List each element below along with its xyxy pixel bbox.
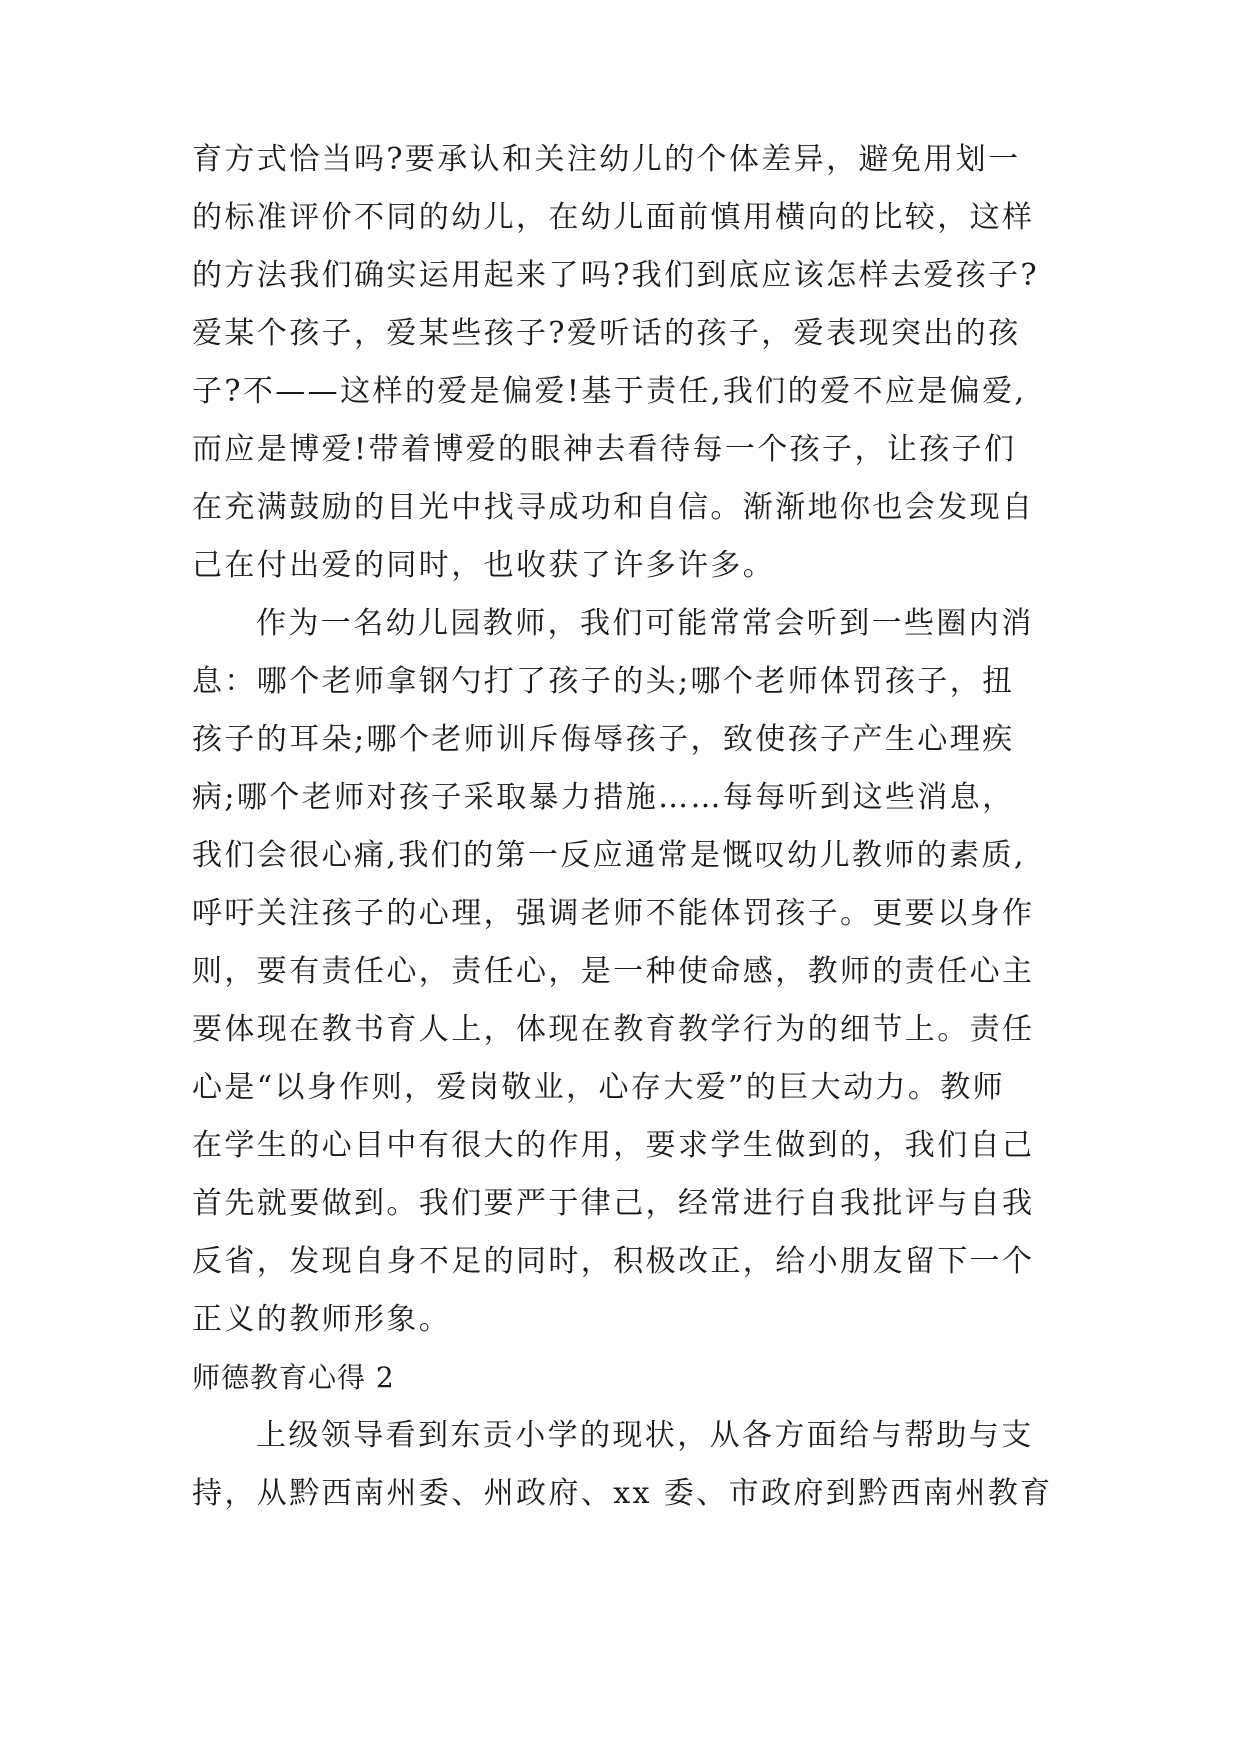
text-line: 我们会很心痛,我们的第一反应通常是慨叹幼儿教师的素质, — [192, 838, 1026, 873]
paragraph-3 — [192, 1407, 1052, 1523]
text-line: 首先就要做到。我们要严于律己，经常进行自我批评与自我 — [192, 1186, 1035, 1221]
text-line: 子?不——这样的爱是偏爱!基于责任,我们的爱不应是偏爱, — [192, 374, 1027, 409]
text-line: 的方法我们确实运用起来了吗?我们到底应该怎样去爱孩子? — [192, 258, 1039, 293]
text-line: 育方式恰当吗?要承认和关注幼儿的个体差异，避免用划一 — [192, 142, 1021, 177]
section-heading-block — [192, 1349, 1052, 1407]
text-line: 反省，发现自身不足的同时，积极改正，给小朋友留下一个 — [192, 1244, 1035, 1279]
text-line: 在充满鼓励的目光中找寻成功和自信。渐渐地你也会发现自 — [192, 490, 1035, 525]
text-line: 持，从黔西南州委、州政府、xx 委、市政府到黔西南州教育 — [192, 1476, 1053, 1511]
text-line: 而应是博爱!带着博爱的眼神去看待每一个孩子，让孩子们 — [192, 432, 1017, 467]
text-line: 己在付出爱的同时，也收获了许多许多。 — [192, 548, 776, 583]
text-line: 则，要有责任心，责任心，是一种使命感，教师的责任心主 — [192, 954, 1035, 989]
paragraph-2 — [192, 595, 1052, 1349]
text-line: 息：哪个老师拿钢勺打了孩子的头;哪个老师体罚孩子，扭 — [192, 664, 1015, 699]
section-heading: 师德教育心得 2 — [192, 1361, 395, 1394]
text-line: 要体现在教书育人上，体现在教育教学行为的细节上。责任 — [192, 1012, 1035, 1047]
text-line: 上级领导看到东贡小学的现状，从各方面给与帮助与支 — [256, 1418, 1034, 1453]
text-line: 的标准评价不同的幼儿，在幼儿面前慎用横向的比较，这样 — [192, 200, 1035, 235]
text-line: 在学生的心目中有很大的作用，要求学生做到的，我们自己 — [192, 1128, 1035, 1163]
paragraph-1 — [192, 131, 1052, 595]
text-line: 呼吁关注孩子的心理，强调老师不能体罚孩子。更要以身作 — [192, 896, 1035, 931]
text-line: 正义的教师形象。 — [192, 1302, 452, 1337]
text-line: 病;哪个老师对孩子采取暴力措施……每每听到这些消息， — [192, 780, 1015, 815]
text-line: 爱某个孩子，爱某些孩子?爱听话的孩子，爱表现突出的孩 — [192, 316, 1021, 351]
text-line: 孩子的耳朵;哪个老师训斥侮辱孩子，致使孩子产生心理疾 — [192, 722, 1015, 757]
text-line: 心是“以身作则，爱岗敬业，心存大爱”的巨大动力。教师 — [192, 1070, 1006, 1105]
text-line: 作为一名幼儿园教师，我们可能常常会听到一些圈内消 — [256, 606, 1034, 641]
